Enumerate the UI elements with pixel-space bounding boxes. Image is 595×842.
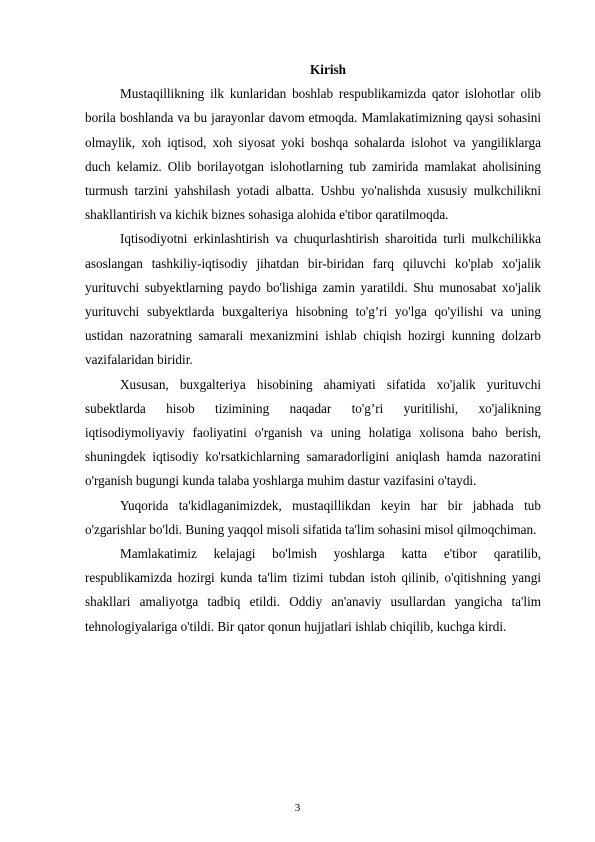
paragraph-2: Iqtisodiyotni erkinlashtirish va chuqurlashtirish sharoitida turli mulkchilikka asoslangan tashkiliy-iqtisodiy jihatdan bir-biridan farq qiluvchi ko'plab xo'jalik yurituvchi subyektlarning paydo bo'lishiga zamin yaratildi. Shu munosabat xo'jalik yurituvchi subyektlarda buxgalteriya hisobning to'g’ri yo'lga qo'yilishi va uning ustidan nazoratning samarali mexanizmini ishlab chiqish hozirgi kunning dolzarb vazifalaridan biridir. (85, 231, 541, 368)
page-title: Kirish (310, 62, 346, 77)
document-body (85, 58, 541, 639)
paragraph-1: Mustaqillikning ilk kunlaridan boshlab respublikamizda qator islohotlar olib borila boshlanda va bu jarayonlar davom etmoqda. Mamlakatimizning qaysi sohasini olmaylik, xoh iqtisod, xoh siyosat yoki boshqa sohalarda islohot va yangiliklarga duch kelamiz. Olib borilayotgan islohotlarning tub zamirida mamlakat aholisining turmush tarzini yahshilash yotadi albatta. Ushbu yo'nalishda xususiy mulkchilikni shakllantirish va kichik biznes sohasiga alohida e'tibor qaratilmoqda. (85, 86, 541, 223)
paragraph-5: Mamlakatimiz kelajagi bo'lmish yoshlarga katta e'tibor qaratilib, respublikamizda hozirgi kunda ta'lim tizimi tubdan istoh qilinib, o'qitishning yangi shakllari amaliyotga tadbiq etildi. Oddiy an'anaviy usullardan yangicha ta'lim tehnologiyalariga o'tildi. Bir qator qonun hujjatlari ishlab chiqilib, kuchga kirdi. (85, 546, 541, 634)
paragraph-4: Yuqorida ta'kidlaganimizdek, mustaqillikdan keyin har bir jabhada tub o'zgarishlar bo'ldi. Buning yaqqol misoli sifatida ta'lim sohasini misol qilmoqchiman. (85, 497, 541, 537)
page-number: 3 (294, 802, 301, 814)
paragraph-3: Xususan, buxgalteriya hisobining ahamiyati sifatida xo'jalik yurituvchi subektlarda hisob tizimining naqadar to'g’ri yuritilishi, xo'jalikning iqtisodiymoliyaviy faoliyatini o'rganish va uning holatiga xolisona baho berish, shuningdek iqtisodiy ko'rsatkichlarning samaradorligini aniqlash hamda nazoratini o'rganish bugungi kunda talaba yoshlarga muhim dastur vazifasini o'taydi. (85, 376, 541, 489)
